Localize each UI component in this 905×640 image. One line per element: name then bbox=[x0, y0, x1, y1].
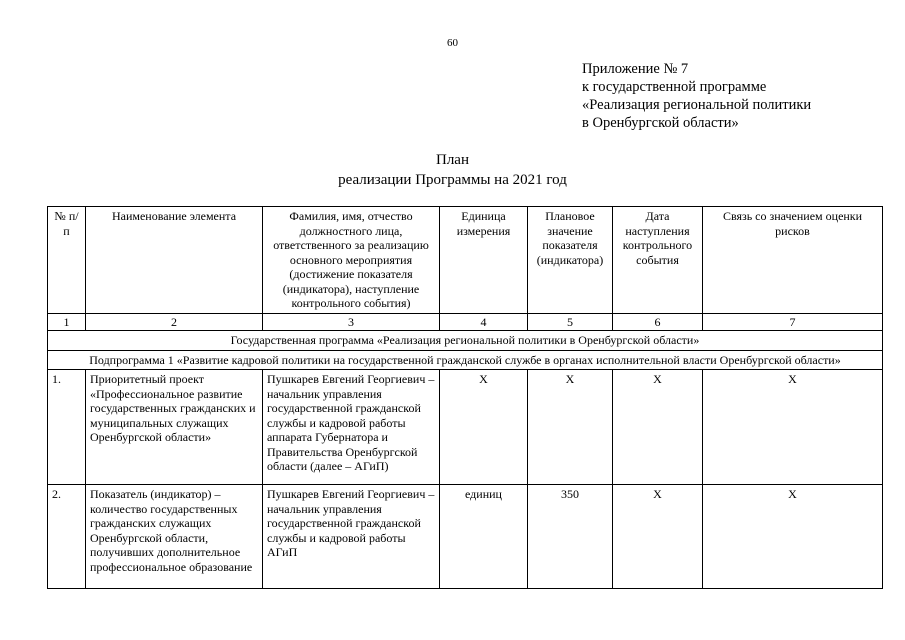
row-responsible: Пушкарев Евгений Георгиевич – начальник управления государственной гражданской службы и кадровой работы АГиП bbox=[263, 485, 440, 589]
header-responsible: Фамилия, имя, отчество должностного лица, ответственного за реализацию основного мероприятия (достижение показателя (индикатора), наступление контрольного события) bbox=[263, 207, 440, 314]
row-risk-link: X bbox=[703, 370, 883, 485]
row-responsible: Пушкарев Евгений Георгиевич – начальник управления государственной гражданской службы и кадровой работы аппарата Губернатора и Правительства Оренбургской области (далее – АГиП) bbox=[263, 370, 440, 485]
table-header-row bbox=[48, 207, 883, 314]
header-event-date: Дата наступления контрольного события bbox=[613, 207, 703, 314]
row-risk-link: X bbox=[703, 485, 883, 589]
appendix-block bbox=[582, 60, 811, 132]
appendix-line-2: к государственной программе bbox=[582, 79, 767, 95]
row-event-date: X bbox=[613, 370, 703, 485]
header-risk-link: Связь со значением оценки рисков bbox=[703, 207, 883, 314]
column-number: 1 bbox=[48, 314, 86, 331]
program-row bbox=[48, 331, 883, 351]
table-row bbox=[48, 370, 883, 485]
appendix-line-3: «Реализация региональной политики bbox=[582, 97, 812, 113]
column-number: 5 bbox=[528, 314, 613, 331]
subprogram-title: Подпрограмма 1 «Развитие кадровой политики на государственной гражданской службе в органах исполнительной власти Оренбургской области» bbox=[48, 350, 883, 370]
row-num: 2. bbox=[48, 485, 86, 589]
header-num: № п/п bbox=[48, 207, 86, 314]
plan-title-line-1: План bbox=[435, 152, 469, 168]
table-row bbox=[48, 485, 883, 589]
column-number: 4 bbox=[440, 314, 528, 331]
program-title: Государственная программа «Реализация региональной политики в Оренбургской области» bbox=[48, 331, 883, 351]
column-number: 2 bbox=[86, 314, 263, 331]
appendix-line-1: Приложение № 7 bbox=[582, 61, 689, 77]
row-event-date: X bbox=[613, 485, 703, 589]
row-num: 1. bbox=[48, 370, 86, 485]
row-planned-value: X bbox=[528, 370, 613, 485]
row-planned-value: 350 bbox=[528, 485, 613, 589]
row-element-name: Приоритетный проект «Профессиональное развитие государственных гражданских и муниципальных служащих Оренбургской области» bbox=[86, 370, 263, 485]
plan-title bbox=[0, 150, 905, 190]
page-number: 60 bbox=[447, 37, 458, 49]
subprogram-row bbox=[48, 350, 883, 370]
row-element-name: Показатель (индикатор) – количество государственных гражданских служащих Оренбургской области, получивших дополнительное профессиональное образование bbox=[86, 485, 263, 589]
header-unit: Единица измерения bbox=[440, 207, 528, 314]
header-planned-value: Плановое значение показателя (индикатора) bbox=[528, 207, 613, 314]
plan-table bbox=[47, 206, 883, 589]
header-element-name: Наименование элемента bbox=[86, 207, 263, 314]
column-number: 3 bbox=[263, 314, 440, 331]
column-number: 6 bbox=[613, 314, 703, 331]
row-unit: единиц bbox=[440, 485, 528, 589]
column-number: 7 bbox=[703, 314, 883, 331]
plan-title-line-2: реализации Программы на 2021 год bbox=[338, 172, 567, 188]
appendix-line-4: в Оренбургской области» bbox=[582, 115, 739, 131]
column-numbers-row bbox=[48, 314, 883, 331]
row-unit: X bbox=[440, 370, 528, 485]
